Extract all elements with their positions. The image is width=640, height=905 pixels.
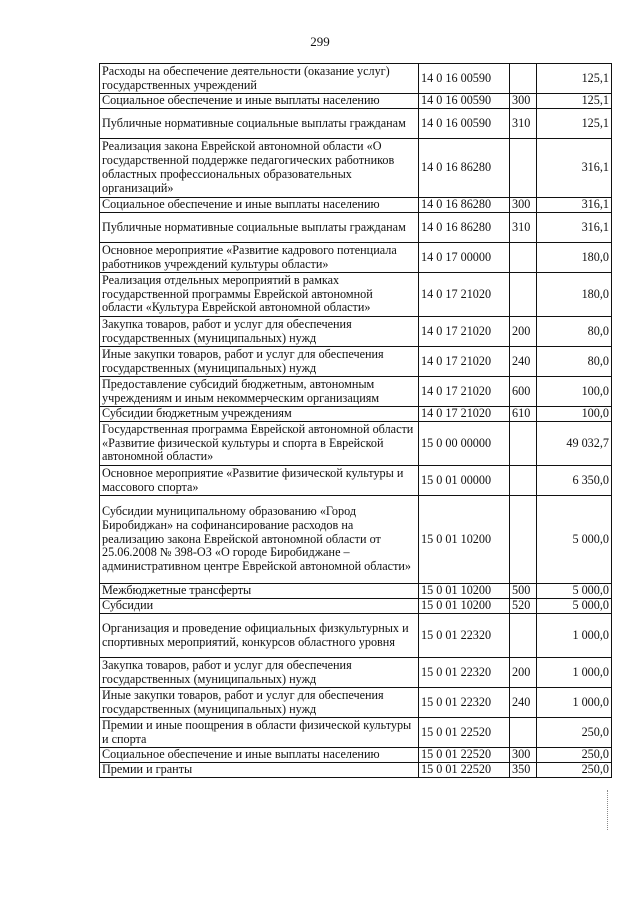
row-csr-code: 15 0 01 22320 xyxy=(419,614,510,658)
row-name: Иные закупки товаров, работ и услуг для обеспечения государственных (муниципальных) нужд xyxy=(100,347,419,377)
row-name: Государственная программа Еврейской автономной области «Развитие физической культуры и спорта в Еврейской автономной области» xyxy=(100,422,419,466)
row-csr-code: 15 0 01 22320 xyxy=(419,658,510,688)
row-name: Субсидии бюджетным учреждениям xyxy=(100,407,419,422)
row-name: Публичные нормативные социальные выплаты гражданам xyxy=(100,109,419,139)
row-vr-code: 600 xyxy=(510,377,537,407)
row-csr-code: 14 0 16 00590 xyxy=(419,64,510,94)
row-amount: 250,0 xyxy=(537,748,612,763)
table-row xyxy=(100,466,612,496)
row-amount: 5 000,0 xyxy=(537,496,612,584)
row-amount: 80,0 xyxy=(537,347,612,377)
row-csr-code: 14 0 17 21020 xyxy=(419,347,510,377)
row-csr-code: 15 0 01 22320 xyxy=(419,688,510,718)
row-vr-code xyxy=(510,718,537,748)
row-csr-code: 15 0 01 22520 xyxy=(419,748,510,763)
row-csr-code: 14 0 17 21020 xyxy=(419,407,510,422)
row-vr-code: 240 xyxy=(510,347,537,377)
row-csr-code: 15 0 01 22520 xyxy=(419,718,510,748)
row-amount: 80,0 xyxy=(537,317,612,347)
row-vr-code: 300 xyxy=(510,94,537,109)
row-name: Субсидии муниципальному образованию «Город Биробиджан» на софинансирование расходов на реализацию закона Еврейской автономной области от 25.06.2008 № 398-ОЗ «О городе Биробиджане – административном центре Еврейской автономной области» xyxy=(100,496,419,584)
row-vr-code xyxy=(510,614,537,658)
row-vr-code xyxy=(510,243,537,273)
row-amount: 316,1 xyxy=(537,139,612,198)
row-name: Основное мероприятие «Развитие физической культуры и массового спорта» xyxy=(100,466,419,496)
row-csr-code: 14 0 16 86280 xyxy=(419,139,510,198)
row-csr-code: 15 0 01 00000 xyxy=(419,466,510,496)
row-csr-code: 15 0 01 10200 xyxy=(419,599,510,614)
table-row xyxy=(100,584,612,599)
margin-line xyxy=(607,790,608,830)
row-amount: 1 000,0 xyxy=(537,688,612,718)
table-row xyxy=(100,688,612,718)
row-csr-code: 14 0 16 00590 xyxy=(419,109,510,139)
row-amount: 6 350,0 xyxy=(537,466,612,496)
row-amount: 180,0 xyxy=(537,273,612,317)
row-name: Основное мероприятие «Развитие кадрового потенциала работников учреждений культуры области» xyxy=(100,243,419,273)
row-name: Премии и иные поощрения в области физической культуры и спорта xyxy=(100,718,419,748)
row-amount: 1 000,0 xyxy=(537,614,612,658)
table-row xyxy=(100,748,612,763)
row-vr-code xyxy=(510,273,537,317)
row-name: Расходы на обеспечение деятельности (оказание услуг) государственных учреждений xyxy=(100,64,419,94)
row-name: Закупка товаров, работ и услуг для обеспечения государственных (муниципальных) нужд xyxy=(100,658,419,688)
table-row xyxy=(100,718,612,748)
row-vr-code xyxy=(510,496,537,584)
table-row xyxy=(100,496,612,584)
table-row xyxy=(100,422,612,466)
table-row xyxy=(100,198,612,213)
table-row xyxy=(100,109,612,139)
row-vr-code: 300 xyxy=(510,198,537,213)
row-amount: 180,0 xyxy=(537,243,612,273)
page-number: 299 xyxy=(310,34,330,49)
table-row xyxy=(100,139,612,198)
table-row xyxy=(100,658,612,688)
table-row xyxy=(100,64,612,94)
row-vr-code: 500 xyxy=(510,584,537,599)
row-amount: 5 000,0 xyxy=(537,584,612,599)
row-csr-code: 15 0 01 10200 xyxy=(419,496,510,584)
row-csr-code: 14 0 16 86280 xyxy=(419,213,510,243)
table-row xyxy=(100,347,612,377)
row-csr-code: 14 0 17 21020 xyxy=(419,377,510,407)
row-amount: 1 000,0 xyxy=(537,658,612,688)
table-row xyxy=(100,377,612,407)
row-name: Социальное обеспечение и иные выплаты населению xyxy=(100,748,419,763)
row-name: Межбюджетные трансферты xyxy=(100,584,419,599)
row-amount: 100,0 xyxy=(537,407,612,422)
row-amount: 125,1 xyxy=(537,109,612,139)
table-row xyxy=(100,599,612,614)
row-vr-code: 610 xyxy=(510,407,537,422)
row-amount: 100,0 xyxy=(537,377,612,407)
table-row xyxy=(100,614,612,658)
row-amount: 316,1 xyxy=(537,213,612,243)
row-amount: 5 000,0 xyxy=(537,599,612,614)
budget-table xyxy=(99,63,612,778)
row-vr-code: 300 xyxy=(510,748,537,763)
row-vr-code: 520 xyxy=(510,599,537,614)
row-csr-code: 14 0 16 86280 xyxy=(419,198,510,213)
row-vr-code: 200 xyxy=(510,317,537,347)
row-csr-code: 14 0 17 21020 xyxy=(419,273,510,317)
row-amount: 125,1 xyxy=(537,64,612,94)
row-name: Реализация отдельных мероприятий в рамках государственной программы Еврейской автономной области «Культура Еврейской автономной области» xyxy=(100,273,419,317)
row-amount: 49 032,7 xyxy=(537,422,612,466)
row-name: Премии и гранты xyxy=(100,763,419,778)
row-vr-code: 350 xyxy=(510,763,537,778)
table-row xyxy=(100,94,612,109)
row-name: Закупка товаров, работ и услуг для обеспечения государственных (муниципальных) нужд xyxy=(100,317,419,347)
row-name: Реализация закона Еврейской автономной области «О государственной поддержке педагогических работников областных профессиональных образовательных организаций» xyxy=(100,139,419,198)
row-vr-code: 310 xyxy=(510,213,537,243)
row-amount: 250,0 xyxy=(537,718,612,748)
row-vr-code xyxy=(510,466,537,496)
row-csr-code: 14 0 17 21020 xyxy=(419,317,510,347)
row-csr-code: 14 0 16 00590 xyxy=(419,94,510,109)
row-name: Публичные нормативные социальные выплаты гражданам xyxy=(100,213,419,243)
row-name: Социальное обеспечение и иные выплаты населению xyxy=(100,94,419,109)
row-vr-code xyxy=(510,64,537,94)
row-vr-code: 240 xyxy=(510,688,537,718)
row-amount: 316,1 xyxy=(537,198,612,213)
table-row xyxy=(100,763,612,778)
table-row xyxy=(100,317,612,347)
row-csr-code: 15 0 01 10200 xyxy=(419,584,510,599)
row-name: Субсидии xyxy=(100,599,419,614)
row-amount: 250,0 xyxy=(537,763,612,778)
row-vr-code: 200 xyxy=(510,658,537,688)
table-row xyxy=(100,407,612,422)
row-csr-code: 15 0 01 22520 xyxy=(419,763,510,778)
row-csr-code: 14 0 17 00000 xyxy=(419,243,510,273)
row-name: Социальное обеспечение и иные выплаты населению xyxy=(100,198,419,213)
row-amount: 125,1 xyxy=(537,94,612,109)
row-name: Предоставление субсидий бюджетным, автономным учреждениям и иным некоммерческим организациям xyxy=(100,377,419,407)
row-vr-code xyxy=(510,422,537,466)
row-name: Организация и проведение официальных физкультурных и спортивных мероприятий, конкурсов областного уровня xyxy=(100,614,419,658)
table-row xyxy=(100,243,612,273)
row-vr-code xyxy=(510,139,537,198)
row-name: Иные закупки товаров, работ и услуг для обеспечения государственных (муниципальных) нужд xyxy=(100,688,419,718)
table-row xyxy=(100,213,612,243)
table-row xyxy=(100,273,612,317)
row-csr-code: 15 0 00 00000 xyxy=(419,422,510,466)
row-vr-code: 310 xyxy=(510,109,537,139)
